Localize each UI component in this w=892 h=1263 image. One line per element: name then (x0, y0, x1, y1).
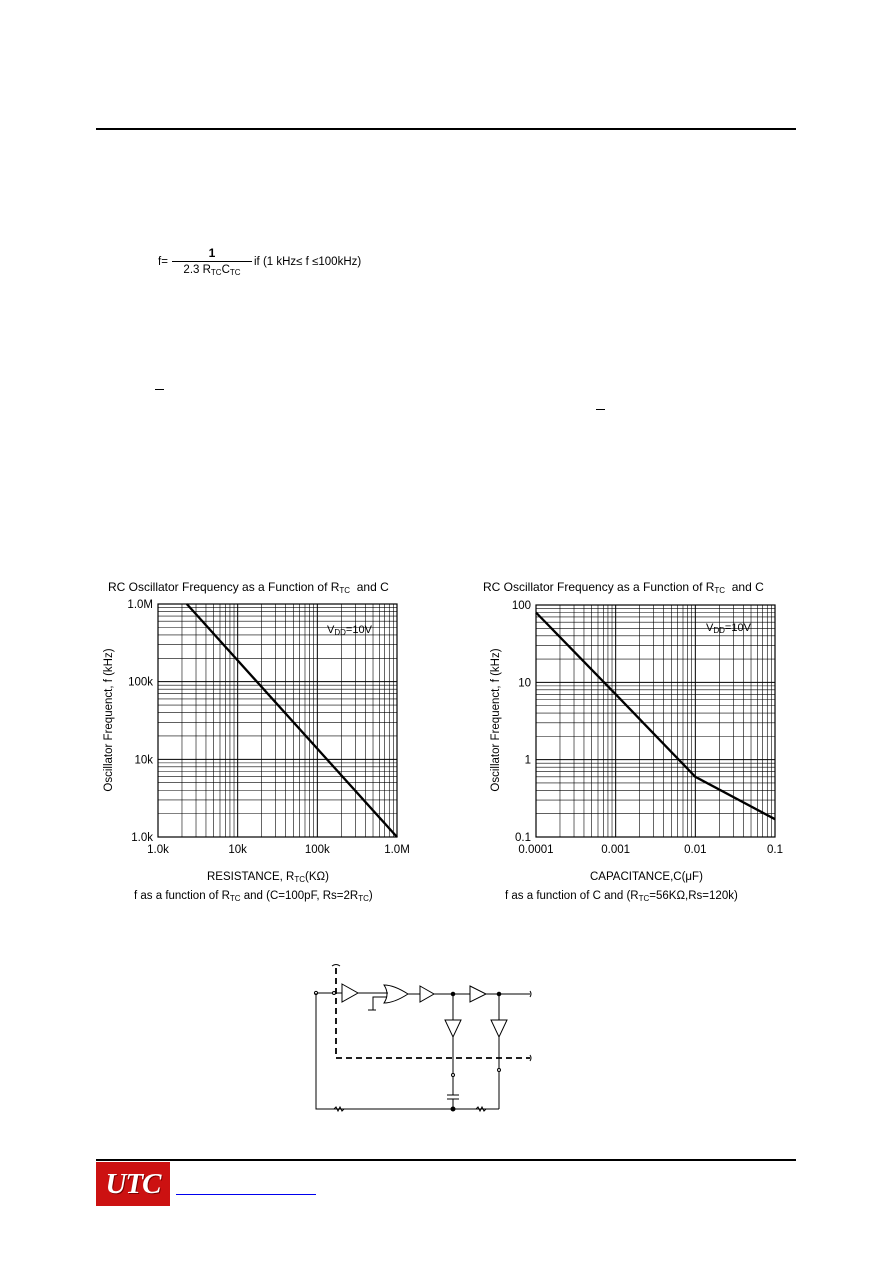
cap-part: f as a function of R (134, 890, 230, 902)
capacitor (447, 1095, 459, 1099)
right-vdd-annotation: VDD=10V (706, 622, 751, 635)
inverter-4 (445, 1020, 461, 1037)
x-tick-label: 0.001 (601, 844, 631, 856)
x-tick-label: 1.0k (147, 844, 169, 856)
cap-sub: TC (638, 894, 650, 903)
right-ylabel: Oscillator Frequenct, f (kHz) (490, 648, 502, 792)
xlabel-tail: (KΩ) (305, 871, 329, 883)
utc-logo (96, 1162, 170, 1206)
footer-link-underline[interactable] (176, 1194, 316, 1195)
inverter-1 (342, 984, 358, 1002)
y-tick-label: 100 (511, 600, 531, 612)
plot-frame (158, 604, 397, 837)
xlabel-main: CAPACITANCE,C(μF) (590, 871, 703, 883)
top-tilde (332, 965, 340, 967)
inverter-5 (491, 1020, 507, 1037)
or-gate (384, 985, 408, 1003)
bottom-wire (316, 993, 499, 1109)
junction-dot (451, 992, 455, 996)
x-tick-label: 0.1 (767, 844, 783, 856)
junction-dot (451, 1107, 455, 1111)
logo-text: UTC (105, 1168, 161, 1200)
series-line (536, 613, 775, 820)
title-tail: and C (725, 580, 764, 594)
x-tick-label: 0.01 (684, 844, 707, 856)
y-tick-label: 1.0k (131, 832, 153, 844)
cap-part: f as a function of C and (R (505, 890, 639, 902)
right-chart (512, 600, 783, 856)
junction-dot (452, 1074, 455, 1077)
cap-part: ) (368, 890, 373, 902)
left-ylabel: Oscillator Frequenct, f (kHz) (103, 648, 115, 792)
x-tick-label: 0.0001 (518, 844, 554, 856)
y-tick-label: 10 (518, 677, 531, 690)
title-sub: TC (714, 586, 726, 595)
oscillator-circuit (314, 965, 531, 1112)
footer-rule (96, 1159, 796, 1161)
left-chart (127, 599, 409, 856)
formula-lhs: f= (158, 256, 168, 268)
cap-sub: TC (358, 894, 369, 903)
ground-wire (368, 997, 387, 1010)
y-tick-label: 10k (134, 754, 153, 767)
dashed-tilde (530, 1055, 531, 1061)
x-tick-label: 100k (304, 844, 330, 856)
cap-part: and (C=100pF, Rs=2R (240, 890, 359, 902)
dashed-boundary (336, 968, 530, 1058)
plot-frame (536, 605, 775, 837)
left-vdd-annotation: VDD=10V (327, 624, 372, 637)
inverter-3 (470, 986, 486, 1002)
den-mid: C (221, 264, 230, 276)
cap-sub: TC (229, 894, 241, 903)
junction-dot (497, 992, 501, 996)
title-main: RC Oscillator Frequency as a Function of R (108, 580, 340, 594)
junction-dot (333, 992, 336, 995)
formula-condition: if (1 kHz≤ f ≤100kHz) (254, 256, 362, 268)
title-tail: and C (350, 580, 389, 594)
xlabel-sub: TC (294, 875, 305, 884)
den-sub2: TC (229, 268, 241, 277)
title-sub: TC (339, 586, 351, 595)
x-tick-label: 1.0M (384, 844, 410, 856)
cap-part: =56KΩ,Rs=120k) (649, 890, 738, 902)
den-prefix: 2.3 R (183, 264, 211, 276)
inverter-2 (420, 986, 434, 1002)
y-tick-label: 0.1 (515, 832, 531, 844)
junction-dot (498, 1069, 501, 1072)
y-tick-label: 100k (128, 676, 153, 689)
title-main: RC Oscillator Frequency as a Function of R (483, 580, 715, 594)
y-tick-label: 1.0M (127, 599, 153, 611)
output-tilde (530, 991, 531, 997)
den-sub1: TC (210, 268, 222, 277)
formula-numerator: 1 (208, 246, 216, 260)
y-tick-label: 1 (524, 754, 531, 767)
x-tick-label: 10k (228, 844, 247, 856)
xlabel-main: RESISTANCE, R (207, 871, 295, 883)
